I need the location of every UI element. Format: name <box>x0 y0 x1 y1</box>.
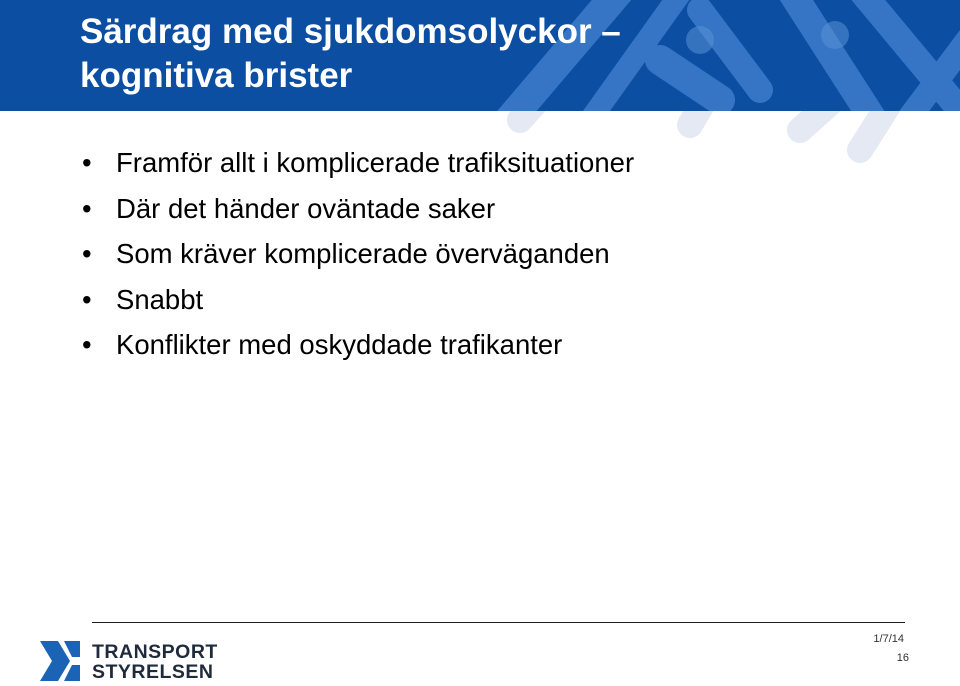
title-line-2: kognitiva brister <box>80 56 353 95</box>
bullet-item: • Konflikter med oskyddade trafikanter <box>80 322 634 368</box>
logo-mark-icon <box>40 641 84 681</box>
bullet-list <box>80 140 634 368</box>
slide-title <box>80 10 621 98</box>
page-number: 16 <box>896 652 909 664</box>
bullet-item: • Som kräver komplicerade överväganden <box>80 231 634 277</box>
transportstyrelsen-logo <box>40 641 220 683</box>
footer-divider <box>92 622 905 623</box>
title-bar <box>0 0 960 111</box>
bullet-item: • Där det händer oväntade saker <box>80 186 634 232</box>
logo-text-line-2: STYRELSEN <box>92 661 214 683</box>
logo-text-line-1: TRANSPORT <box>92 641 218 663</box>
title-line-1: Särdrag med sjukdomsolyckor – <box>80 12 621 51</box>
bullet-item: • Snabbt <box>80 277 634 323</box>
bullet-item: • Framför allt i komplicerade trafiksituationer <box>80 140 634 186</box>
slide-date: 1/7/14 <box>873 633 904 645</box>
